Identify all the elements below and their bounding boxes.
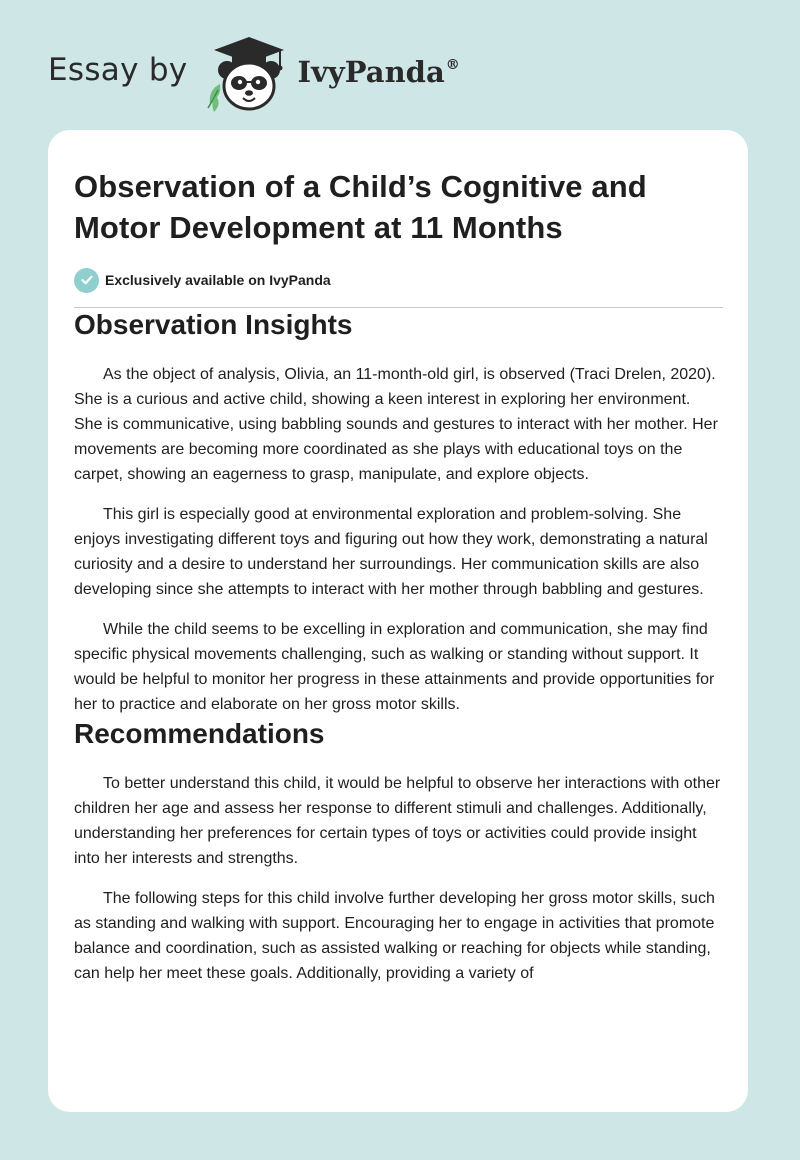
section-heading-observation-insights: Observation Insights [74, 309, 353, 340]
paragraph: To better understand this child, it would be helpful to observe her interactions with other children her age and assess her response to different stimuli and challenges. Additionally, understanding her preferences for certain types of toys or activities could provide insight into her interests and strengths. [74, 775, 721, 867]
title-line-2: Motor Development at 11 Months [74, 210, 563, 245]
paragraph: While the child seems to be excelling in exploration and communication, she may find specific physical movements challenging, such as walking or standing without support. It would be helpful to monitor her progress in these attainments and provide opportunities for her to practice and elaborate on her gross motor skills. [74, 621, 715, 713]
section-body-observation-insights [74, 362, 722, 717]
registered-mark: ® [445, 57, 460, 73]
page-title [74, 166, 722, 248]
site-header [48, 34, 460, 114]
panda-graduate-logo-icon[interactable] [204, 34, 294, 114]
essay-card [48, 130, 748, 1112]
paragraph: This girl is especially good at environmental exploration and problem-solving. She enjoys investigating different toys and figuring out how they work, demonstrating a natural curiosity and a desire to understand her surroundings. Her communication skills are also developing since she attempts to interact with her mother through babbling and gestures. [74, 506, 708, 598]
exclusive-label: Exclusively available on IvyPanda [105, 272, 331, 288]
exclusive-badge [74, 266, 722, 294]
brand-name-text: IvyPanda [297, 55, 445, 89]
title-line-1: Observation of a Child’s Cognitive and [74, 169, 647, 204]
brand-name[interactable] [298, 55, 460, 89]
paragraph: The following steps for this child involve further developing her gross motor skills, such as standing and walking with support. Encouraging her to engage in activities that promote balance and coordination, such as assisted walking or reaching for objects while standing, can help her meet these goals. Additionally, providing a variety of [74, 890, 715, 982]
section-body-recommendations [74, 771, 722, 986]
paragraph: As the object of analysis, Olivia, an 11-month-old girl, is observed (Traci Drelen, 2020). She is a curious and active child, showing a keen interest in exploring her environment. She is communicative, using babbling sounds and gestures to interact with her mother. Her movements are becoming more coordinated as she plays with educational toys on the carpet, showing an eagerness to grasp, manipulate, and explore objects. [74, 366, 718, 483]
check-circle-icon [74, 268, 99, 293]
section-heading-recommendations: Recommendations [74, 718, 325, 749]
essay-by-label: Essay by [48, 52, 188, 88]
